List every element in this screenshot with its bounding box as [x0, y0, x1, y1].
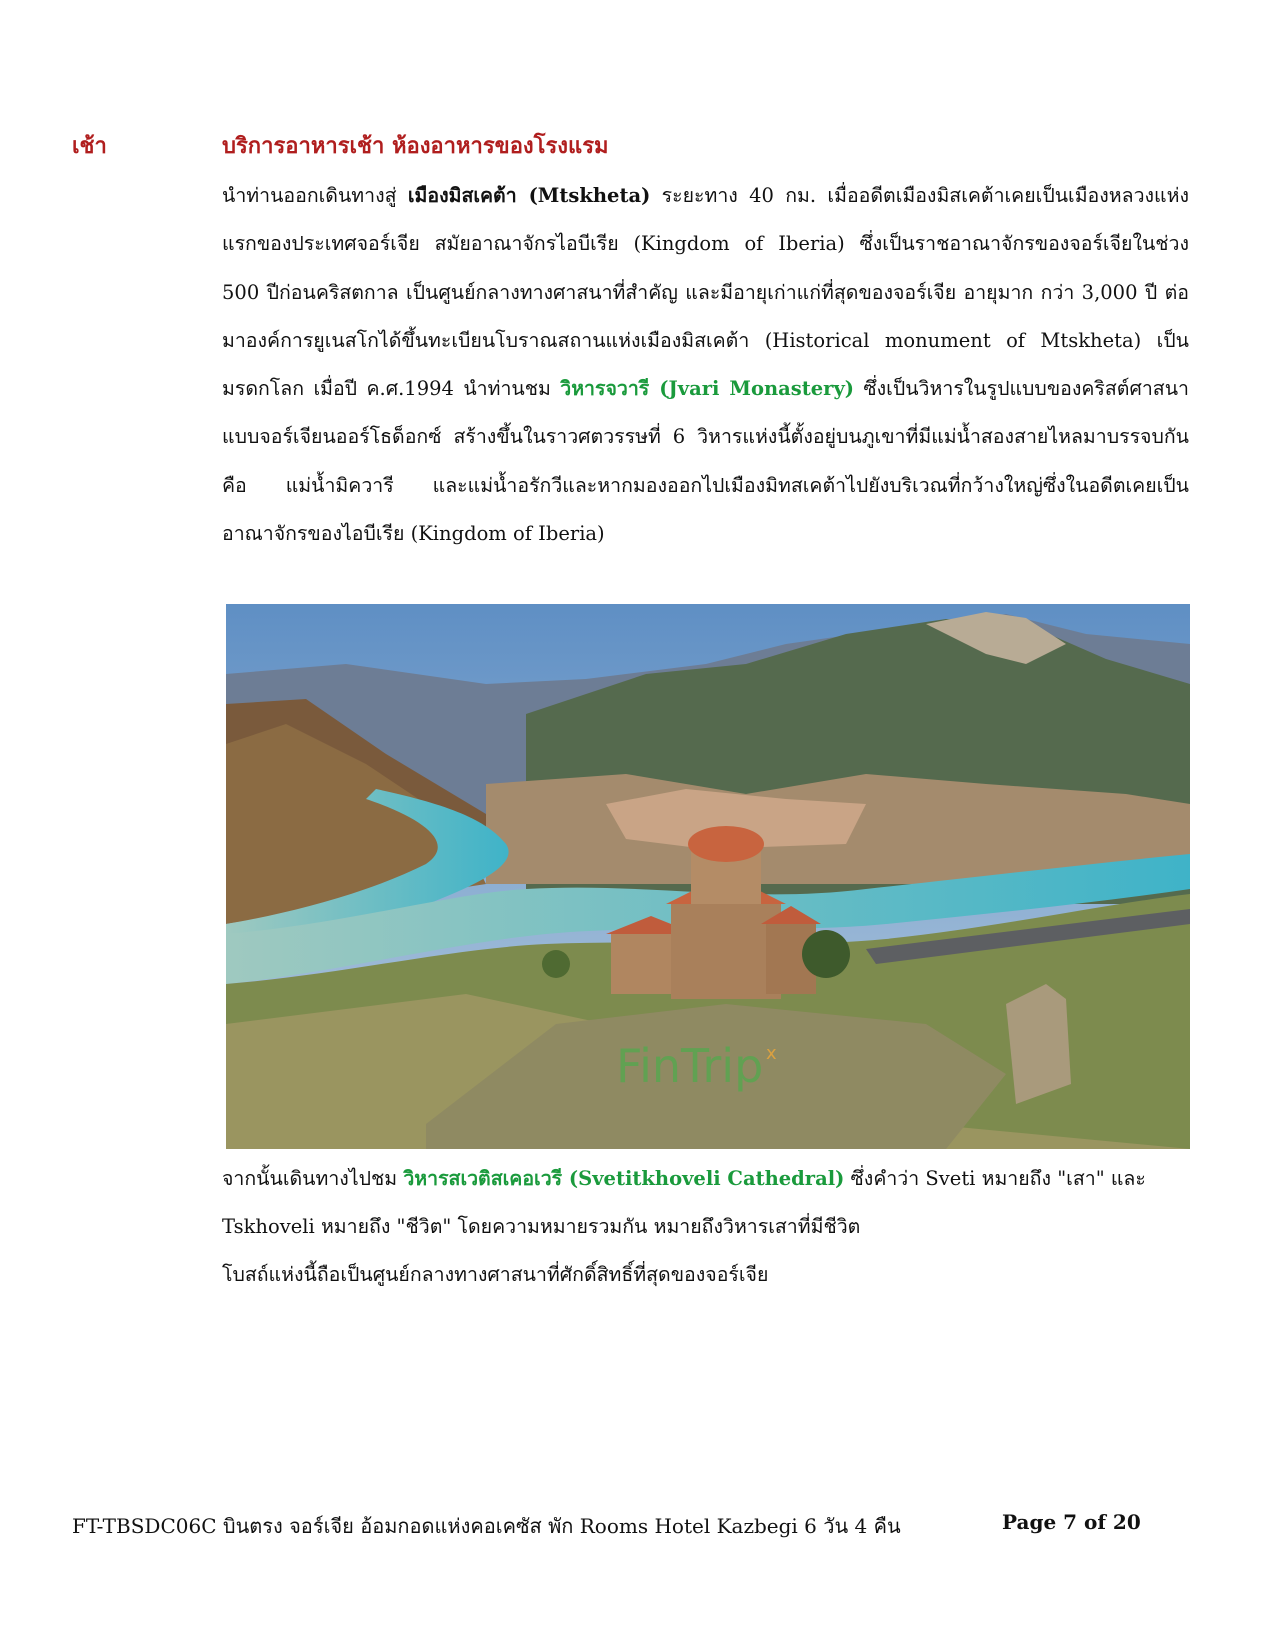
time-label: เช้า — [72, 133, 107, 159]
mtskheta-paragraph — [222, 172, 1189, 558]
section-title: บริการอาหารเช้า ห้องอาหารของโรงแรม — [222, 133, 609, 159]
watermark-mark: x — [766, 1043, 777, 1064]
jvari-monastery-photo — [226, 604, 1190, 1149]
svetitskhoveli-name: วิหารสเวติสเคอเวรี (Svetitkhoveli Cathedral) — [403, 1167, 845, 1190]
p1-text-e: ซึ่งเป็นวิหารในรูปแบบของคริสต์ศาสนาแบบจอร์เจียนออร์โธด็อกซ์ สร้างขึ้นในราวศตวรรษที่ 6 วิหารแห่งนี้ตั้งอยู่บนภูเขาที่มีแม่น้ำสองสายไหลมาบรรจบกัน คือ แม่น้ำมิควารี และแม่น้ำอรักวีและหากมองออกไปเมืองมิทสเคต้าไปยังบริเวณที่กว้างใหญ่ซึ่งในอดีตเคยเป็นอาณาจักรของไอบีเรีย (Kingdom of Iberia) — [222, 377, 1189, 546]
jvari-monastery-name: วิหารจวารี (Jvari Monastery) — [560, 377, 855, 401]
after-line-2: Tskhoveli หมายถึง "ชีวิต" โดยความหมายรวมกัน หมายถึงวิหารเสาที่มีชีวิต — [222, 1215, 861, 1238]
watermark-text: FinTrip — [616, 1039, 764, 1093]
p1-text-c: ระยะทาง 40 กม. เมื่ออดีตเมืองมิสเคต้าเคยเป็นเมืองหลวงแห่งแรกของประเทศจอร์เจีย สมัยอาณาจักรไอบีเรีย (Kingdom of Iberia) ซึ่งเป็นราชอาณาจักรของจอร์เจียในช่วง 500 ปีก่อนคริสตกาล เป็นศูนย์กลางทางศาสนาที่สำคัญ และมีอายุเก่าแก่ที่สุดของจอร์เจีย อายุมาก กว่า 3,000 ปี ต่อมาองค์การยูเนสโกได้ขึ้นทะเบียนโบราณสถานแห่งเมืองมิสเคต้า (Historical monument of Mtskheta) เป็นมรดกโลก เมื่อปี ค.ศ.1994 นำท่านชม — [222, 184, 1189, 401]
svetitskhoveli-paragraph — [222, 1155, 1189, 1299]
p1-text-a: นำท่านออกเดินทางสู่ — [222, 184, 408, 207]
p2-text-c: ซึ่งคำว่า Sveti หมายถึง "เสา" และ — [844, 1167, 1146, 1190]
footer-doc-title: FT-TBSDC06C บินตรง จอร์เจีย อ้อมกอดแห่งคอเคซัส พัก Rooms Hotel Kazbegi 6 วัน 4 คืน — [72, 1514, 901, 1538]
footer-page-number: Page 7 of 20 — [1002, 1510, 1141, 1534]
p2-text-a: จากนั้นเดินทางไปชม — [222, 1167, 404, 1190]
after-line-3: โบสถ์แห่งนี้ถือเป็นศูนย์กลางทางศาสนาที่ศักดิ์สิทธิ์ที่สุดของจอร์เจีย — [222, 1263, 769, 1286]
after-line-1 — [222, 1155, 1189, 1203]
mtskheta-name: เมืองมิสเคต้า (Mtskheta) — [407, 184, 651, 207]
